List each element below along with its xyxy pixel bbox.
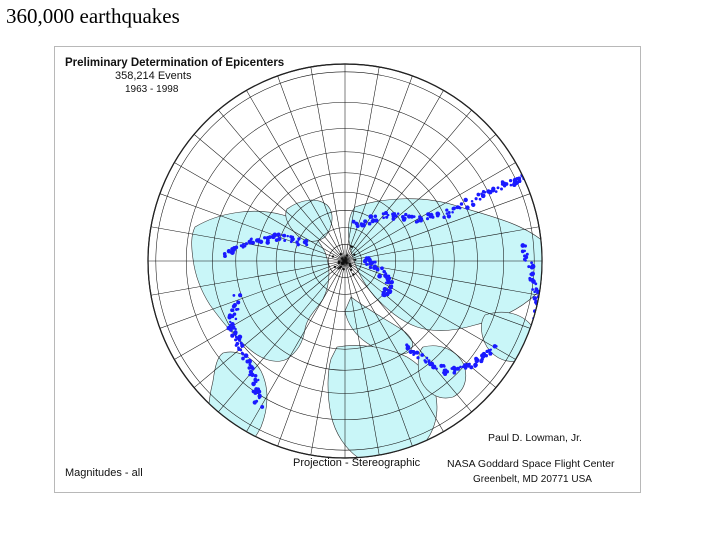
pole-grid-point [350,269,352,271]
epicenter-dot [416,356,419,359]
epicenter-dot [448,211,451,214]
epicenter-dot [423,359,426,362]
landmasses [192,199,553,465]
epicenter-dot [385,216,388,219]
epicenter-dot [237,346,240,349]
epicenter-dot [451,211,454,214]
epicenter-dot [452,206,456,210]
epicenter-dot [376,269,379,272]
epicenter-dot [239,349,242,352]
epicenter-dot [530,172,534,176]
pole-grid-point [334,266,336,268]
epicenter-dot [381,293,386,298]
epicenter-dot [509,179,512,182]
epicenter-dot [538,305,542,309]
epicenter-dot [500,188,503,191]
epicenter-dot [259,240,263,244]
event-count: 358,214 Events [115,70,192,82]
epicenter-dot [490,348,492,350]
epicenter-dot [495,345,498,348]
epicenter-dot [546,165,551,170]
epicenter-dot [245,242,248,245]
epicenter-dot [530,169,534,173]
epicenter-dot [242,246,245,249]
epicenter-dot [429,213,433,217]
epicenter-dot [538,313,540,315]
epicenter-dot [251,241,255,245]
epicenter-dot [534,331,536,333]
epicenter-dot [250,373,254,377]
epicenter-dot [535,328,539,332]
epicenter-dot [536,171,540,175]
epicenter-dot [235,318,238,321]
epicenter-dot [251,367,255,371]
epicenter-dot [231,309,234,312]
pole-grid-point [349,265,351,267]
epicenter-dot [503,184,506,187]
epicenter-dot [536,314,540,318]
epicenter-dot [426,357,429,360]
epicenter-dot [540,307,545,312]
epicenter-dot [459,366,462,369]
epicenter-dot [234,246,238,250]
epicenter-dot [467,365,470,368]
epicenter-dot [374,218,378,222]
epicenter-dot [542,167,546,171]
epicenter-dot [406,345,410,349]
epicenter-dot [497,186,500,189]
epicenter-dot [535,317,538,320]
pole-grid-point [338,261,340,263]
epicenter-dot [465,205,470,210]
epicenter-dot [305,243,308,246]
landmass-south-america [208,352,267,457]
epicenter-dot [232,294,235,297]
epicenter-dot [277,237,281,241]
epicenter-dot [392,217,396,221]
epicenter-dot [550,161,553,164]
epicenter-dot [532,171,534,173]
epicenter-dot [229,328,233,332]
epicenter-dot [533,290,536,293]
pole-grid-point [342,259,344,261]
epicenter-dot [404,213,407,216]
epicenter-dot [477,193,481,197]
epicenter-dot [488,352,492,356]
epicenter-dot [297,237,300,240]
pole-grid-point [342,261,344,263]
epicenter-dot [523,254,526,257]
epicenter-dot [543,163,548,168]
pole-grid-point [332,256,334,258]
epicenter-dot [479,198,481,200]
pole-grid-point [351,246,353,248]
epicenter-dot [304,240,307,243]
epicenter-dot [386,280,390,284]
epicenter-dot [530,265,535,270]
epicenter-dot [531,278,535,282]
slide-title: 360,000 earthquakes [6,4,180,28]
epicenter-dot [242,243,245,246]
epicenter-dot [413,215,416,218]
epicenter-dot [244,353,249,358]
epicenter-dot [531,175,533,177]
epicenter-map [54,46,641,493]
pole-grid-point [339,267,341,269]
epicenter-dot [443,365,446,368]
epicenter-dot [394,214,398,218]
epicenter-dot [230,334,234,338]
epicenter-dot [480,193,483,196]
epicenter-dot [365,263,368,266]
pole-grid-point [354,259,356,261]
epicenter-dot [377,274,382,279]
epicenter-dot [369,261,374,266]
epicenter-dot [247,359,252,364]
epicenter-dot [385,272,388,275]
epicenter-dot [435,211,440,216]
epicenter-dot [526,253,529,256]
epicenter-dot [495,190,498,193]
credit-address: Greenbelt, MD 20771 USA [473,474,592,485]
epicenter-dot [391,212,395,216]
epicenter-dot [236,300,240,304]
pole-grid-point [346,255,348,257]
epicenter-dot [234,328,236,330]
epicenter-dot [404,217,407,220]
epicenter-dot [536,325,540,329]
epicenter-dot [535,319,540,324]
epicenter-dot [384,211,388,215]
epicenter-dot [282,234,286,238]
epicenter-dot [232,304,236,308]
epicenter-dot [233,330,237,334]
map-canvas [55,47,640,492]
epicenter-dot [475,197,478,200]
epicenter-dot [538,314,543,319]
epicenter-dot [531,288,534,291]
epicenter-dot [241,357,245,361]
epicenter-dot [420,353,424,357]
epicenter-dot [380,266,384,270]
epicenter-dot [525,177,528,180]
epicenter-dot [235,344,238,347]
epicenter-dot [460,202,463,205]
epicenter-dot [368,214,373,219]
projection-note: Projection - Stereographic [293,457,421,469]
epicenter-dot [447,214,451,218]
epicenter-dot [445,208,448,211]
epicenter-dot [546,164,549,167]
epicenter-dot [418,215,421,218]
epicenter-dot [238,293,242,297]
epicenter-dot [374,215,378,219]
epicenter-dot [276,232,280,236]
epicenter-dot [531,335,535,339]
epicenter-dot [463,198,467,202]
pole-grid-point [354,254,356,256]
epicenter-dot [253,391,257,395]
epicenter-dot [518,179,522,183]
pole-grid-point [346,262,348,264]
epicenter-dot [296,243,299,246]
epicenter-dot [240,342,243,345]
epicenter-dot [485,350,488,353]
map-title: Preliminary Determination of Epicenters [65,57,285,69]
epicenter-dot [419,219,423,223]
epicenter-dot [416,352,419,355]
epicenter-dot [481,354,486,359]
epicenter-dot [428,362,432,366]
epicenter-dot [369,266,372,269]
epicenter-dot [483,191,486,194]
epicenter-dot [254,380,258,384]
epicenter-dot [485,354,488,357]
epicenter-dot [260,405,264,409]
epicenter-dot [540,170,542,172]
epicenter-dot [397,212,400,215]
epicenter-dot [526,171,529,174]
epicenter-dot [523,250,526,253]
epicenter-dot [238,339,241,342]
epicenter-dot [426,217,429,220]
epicenter-dot [513,180,517,184]
epicenter-dot [255,400,258,403]
epicenter-dot [230,250,235,255]
pole-grid-point [345,257,347,259]
magnitudes-note: Magnitudes - all [65,467,143,479]
epicenter-dot [446,370,449,373]
epicenter-dot [530,273,533,276]
epicenter-dot [283,239,286,242]
epicenter-dot [223,254,227,258]
pole-grid-point [353,274,355,276]
epicenter-dot [523,258,526,261]
epicenter-dot [471,203,473,205]
epicenter-dot [474,365,477,368]
epicenter-dot [538,316,541,319]
epicenter-dot [492,189,495,192]
epicenter-dot [545,170,548,173]
pole-grid-point [340,253,342,255]
epicenter-dot [257,389,262,394]
epicenter-dot [524,170,528,174]
epicenter-dot [452,366,457,371]
epicenter-dot [389,286,392,289]
epicenter-dot [382,216,385,219]
epicenter-dot [258,394,262,398]
epicenter-dot [361,223,366,228]
credit-author: Paul D. Lowman, Jr. [488,432,582,444]
epicenter-dot [365,258,368,261]
epicenter-dot [234,338,237,341]
epicenter-dot [539,167,544,172]
credit-organization: NASA Goddard Space Flight Center [447,458,615,470]
epicenter-dot [501,180,504,183]
epicenter-dot [293,238,295,240]
epicenter-dot [442,216,445,219]
epicenter-dot [510,184,513,187]
epicenter-dot [458,206,461,209]
epicenter-dot [540,309,543,312]
epicenter-dot [227,315,231,319]
pole-grid-point [343,268,345,270]
epicenter-dot [534,282,537,285]
epicenter-dot [530,330,535,335]
pole-grid-point [341,263,343,265]
epicenter-dot [535,169,537,171]
epicenter-dot [524,244,527,247]
epicenter-dot [241,352,244,355]
epicenter-dot [368,222,372,226]
epicenter-dot [248,366,251,369]
epicenter-dot [235,308,238,311]
epicenter-dot [474,357,478,361]
epicenter-dot [541,167,544,170]
epicenter-dot [250,238,253,241]
epicenter-dot [356,224,360,228]
epicenter-dot [530,261,533,264]
epicenter-dot [431,365,436,370]
epicenter-dot [471,200,474,203]
epicenter-dot [536,167,540,171]
epicenter-dot [268,235,272,239]
date-range: 1963 - 1998 [125,84,179,95]
epicenter-dot [286,235,288,237]
epicenter-dot [469,365,473,369]
epicenter-dot [363,219,367,223]
